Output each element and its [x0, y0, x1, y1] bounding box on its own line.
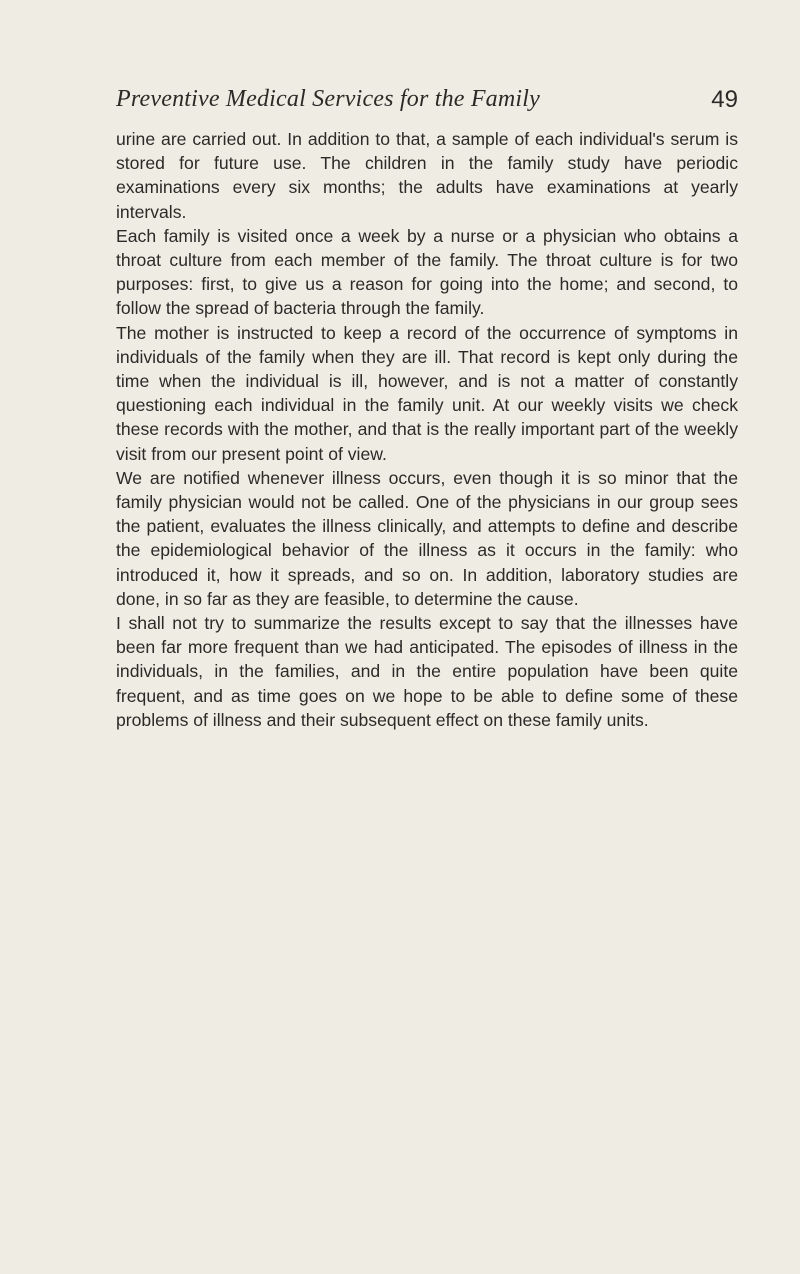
paragraph-3: The mother is instructed to keep a record of the occurrence of symptoms in individuals of the family when they are ill. That record is kept only during the time when the individual is ill, however, and is not a matter of constantly questioning each individual in the family unit. At our weekly visits we check these records with the mother, and that is the really important part of the weekly visit from our present point of view. — [116, 322, 738, 464]
running-title: Preventive Medical Services for the Family — [116, 86, 541, 112]
paragraph-2: Each family is visited once a week by a nurse or a physician who obtains a throat culture from each member of the family. The throat culture is for two purposes: first, to give us a reason for going into the home; and second, to follow the spread of bacteria through the family. — [116, 225, 738, 319]
paragraph-5: I shall not try to summarize the results except to say that the illnesses have been far more frequent than we had anticipated. The episodes of illness in the individuals, in the families, and in the entire population have been quite frequent, and as time goes on we hope to be able to define some of these problems of illness and their subsequent effect on these family units. — [116, 613, 738, 730]
running-head — [116, 86, 738, 126]
paragraph-4: We are notified whenever illness occurs, even though it is so minor that the family physician would not be called. One of the physicians in our group sees the patient, evaluates the illness clinically, and attempts to define and describe the epidemiological behavior of the illness as it occurs in the family: who introduced it, how it spreads, and so on. In addition, laboratory studies are done, in so far as they are feasible, to determine the cause. — [116, 467, 738, 609]
body-text — [116, 127, 738, 732]
paragraph-1: urine are carried out. In addition to that, a sample of each individual's serum is stored for future use. The children in the family study have periodic examinations every six months; the adults have examinations at yearly intervals. — [116, 129, 738, 222]
page-number: 49 — [711, 86, 738, 113]
